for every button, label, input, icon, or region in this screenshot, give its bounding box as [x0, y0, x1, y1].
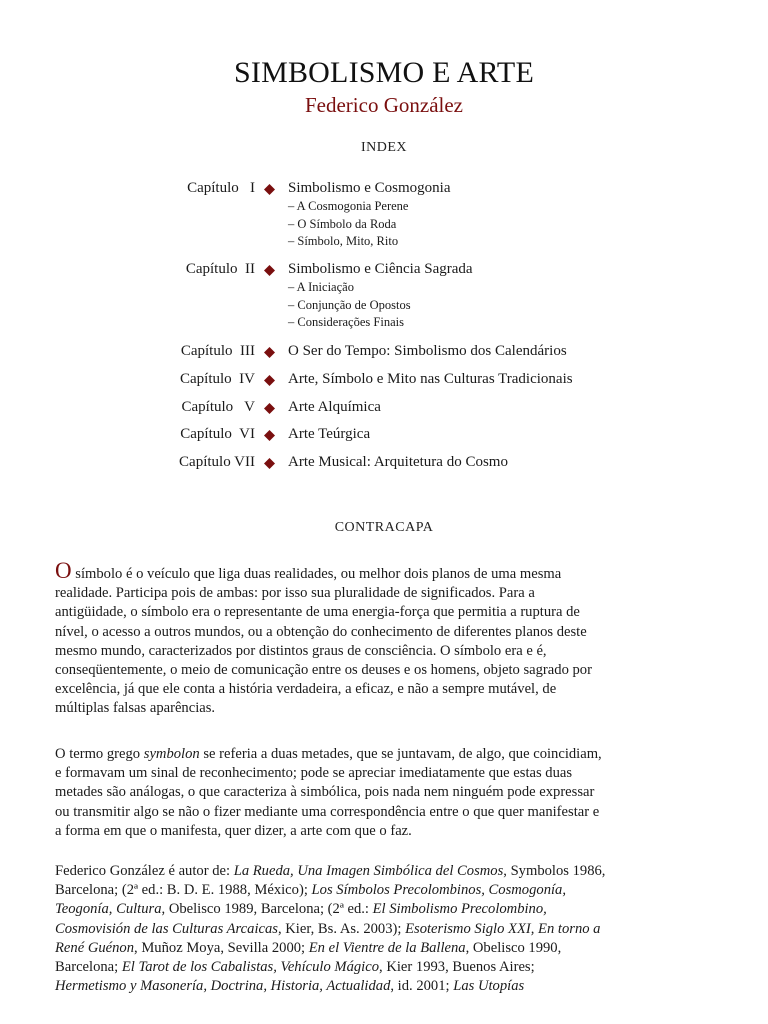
- diamond-bullet-icon: [264, 347, 275, 358]
- paragraph-line: conseqüentemente, o meio de comunicação entre os deuses e os homens, objeto sagrado por: [55, 662, 592, 679]
- book-title: Esoterismo Siglo XXI, En torno a: [405, 920, 601, 937]
- paragraph-line: nível, o acesso a outros mundos, ou a obtenção do conhecimento de diferentes planos deste: [55, 623, 587, 640]
- paragraph-line: [55, 920, 715, 939]
- paragraph-line: e formavam um sinal de reconhecimento; pode se apreciar imediatamente que estas duas: [55, 765, 573, 782]
- paragraph-line: [55, 881, 715, 900]
- chapter-title: Simbolismo e Cosmogonia: [288, 180, 451, 196]
- chapter-subitem: – A Iniciação: [288, 280, 354, 294]
- chapter-label: Capítulo VI: [180, 426, 255, 442]
- paragraph-line: [55, 900, 715, 919]
- chapter-subitems: [288, 279, 728, 332]
- drop-cap: O: [55, 558, 72, 583]
- text-run: Barcelona; (2ª ed.: B. D. E. 1988, México);: [55, 882, 312, 899]
- book-title: Hermetismo y Masonería, Doctrina, Historia, Actualidad: [55, 978, 391, 995]
- paragraph-3-bibliography: [55, 862, 715, 996]
- diamond-bullet-icon: [264, 403, 275, 414]
- paragraph-line: [55, 977, 715, 996]
- author-name: Federico González: [304, 93, 463, 117]
- book-title: Cosmovisión de las Culturas Arcaicas: [55, 920, 278, 937]
- chapter-subitem: – Considerações Finais: [288, 315, 404, 329]
- text-run: , Kier, Bs. As. 2003);: [277, 920, 406, 937]
- book-title: La Rueda, Una Imagen Simbólica del Cosmos: [233, 863, 504, 879]
- text-run: , Kier 1993, Buenos Aires;: [379, 959, 535, 976]
- chapter-row: [0, 180, 768, 200]
- chapter-label: Capítulo VII: [179, 454, 255, 470]
- chapter-subitem: – O Símbolo da Roda: [288, 216, 397, 231]
- contracapa-heading: CONTRACAPA: [334, 520, 434, 535]
- paragraph-line: ou transmitir algo se não o fizer mediante uma correspondência entre o que quer manifestar e: [55, 803, 600, 820]
- paragraph-line: múltiplas falsas aparências.: [55, 700, 216, 717]
- book-title: El Tarot de los Cabalistas, Vehículo Mágico: [121, 959, 380, 976]
- book-title: René Guénon: [55, 939, 135, 956]
- chapter-title: Simbolismo e Ciência Sagrada: [288, 261, 473, 277]
- diamond-bullet-icon: [264, 458, 275, 469]
- paragraph-line: mesmo mundo, caracterizados por distintos graus de consciência. O símbolo era e é,: [55, 642, 547, 659]
- text-run: , Obelisco 1990,: [465, 939, 562, 956]
- diamond-bullet-icon: [264, 430, 275, 441]
- book-title: En el Vientre de la Ballena: [308, 939, 466, 956]
- chapter-row: [0, 399, 768, 419]
- chapter-label: Capítulo II: [185, 261, 255, 277]
- paragraph-line: realidade. Participa pois de ambas: por isso sua pluralidade de significados. Para a: [55, 585, 535, 602]
- chapter-subitems: [288, 198, 728, 251]
- text-run: Federico González é autor de:: [55, 863, 234, 879]
- text-run: , id. 2001;: [390, 978, 454, 995]
- text-run: , Muñoz Moya, Sevilla 2000;: [134, 939, 309, 956]
- book-title: Teogonía, Cultura: [55, 901, 162, 918]
- chapter-label: Capítulo III: [180, 343, 255, 359]
- paragraph-1: [55, 558, 715, 719]
- paragraph-line: [55, 939, 715, 958]
- text-run: Barcelona;: [55, 959, 122, 976]
- paragraph-line: O símbolo é o veículo que liga duas realidades, ou melhor dois planos de uma mesma: [55, 558, 562, 583]
- book-title: El Simbolismo Precolombino,: [372, 901, 547, 918]
- chapter-title: Arte, Símbolo e Mito nas Culturas Tradicionais: [288, 371, 573, 387]
- chapter-title: Arte Alquímica: [288, 399, 381, 415]
- paragraph-line: O termo grego symbolon se referia a duas metades, que se juntavam, de algo, que coincidiam,: [55, 746, 602, 762]
- chapter-subitem: – Conjunção de Opostos: [288, 297, 411, 312]
- book-title: Los Símbolos Precolombinos, Cosmogonía,: [311, 882, 566, 899]
- paragraph-2: [55, 745, 715, 841]
- book-title: Las Utopías: [453, 978, 525, 995]
- chapter-row: [0, 261, 768, 281]
- text-run: , Obelisco 1989, Barcelona; (2ª ed.:: [161, 901, 373, 918]
- paragraph-line: [55, 958, 715, 977]
- diamond-bullet-icon: [264, 184, 275, 195]
- italic-term: symbolon: [143, 746, 200, 762]
- chapter-title: Arte Teúrgica: [288, 426, 371, 442]
- text-run: , Symbolos 1986,: [503, 863, 606, 879]
- chapter-label: Capítulo I: [187, 180, 255, 196]
- chapter-title: O Ser do Tempo: Simbolismo dos Calendários: [288, 343, 567, 359]
- chapter-row: [0, 371, 768, 391]
- paragraph-line: [55, 862, 715, 881]
- chapter-subitem: – Símbolo, Mito, Rito: [288, 234, 399, 248]
- chapter-row: [0, 343, 768, 363]
- chapter-subitem: – A Cosmogonia Perene: [288, 199, 409, 213]
- chapter-label: Capítulo IV: [180, 371, 255, 387]
- paragraph-line: excelência, já que ele conta a história verdadeira, a eficaz, e não a sempre mutável, de: [55, 681, 557, 698]
- chapter-row: [0, 454, 768, 474]
- paragraph-line: antigüidade, o símbolo era o representante de uma energia-força que permitia a ruptura de: [55, 604, 580, 621]
- chapter-title: Arte Musical: Arquitetura do Cosmo: [288, 454, 508, 470]
- chapter-label: Capítulo V: [181, 399, 255, 415]
- diamond-bullet-icon: [264, 265, 275, 276]
- paragraph-line: a forma em que o manifesta, quer dizer, a arte com que o faz.: [55, 822, 412, 839]
- index-heading: INDEX: [360, 140, 408, 155]
- document-title: SIMBOLISMO E ARTE: [234, 56, 534, 89]
- paragraph-line: metades são análogas, o que caracteriza à simbólica, pois nada nem ninguém pode expressar: [55, 784, 595, 801]
- chapter-row: [0, 426, 768, 446]
- diamond-bullet-icon: [264, 375, 275, 386]
